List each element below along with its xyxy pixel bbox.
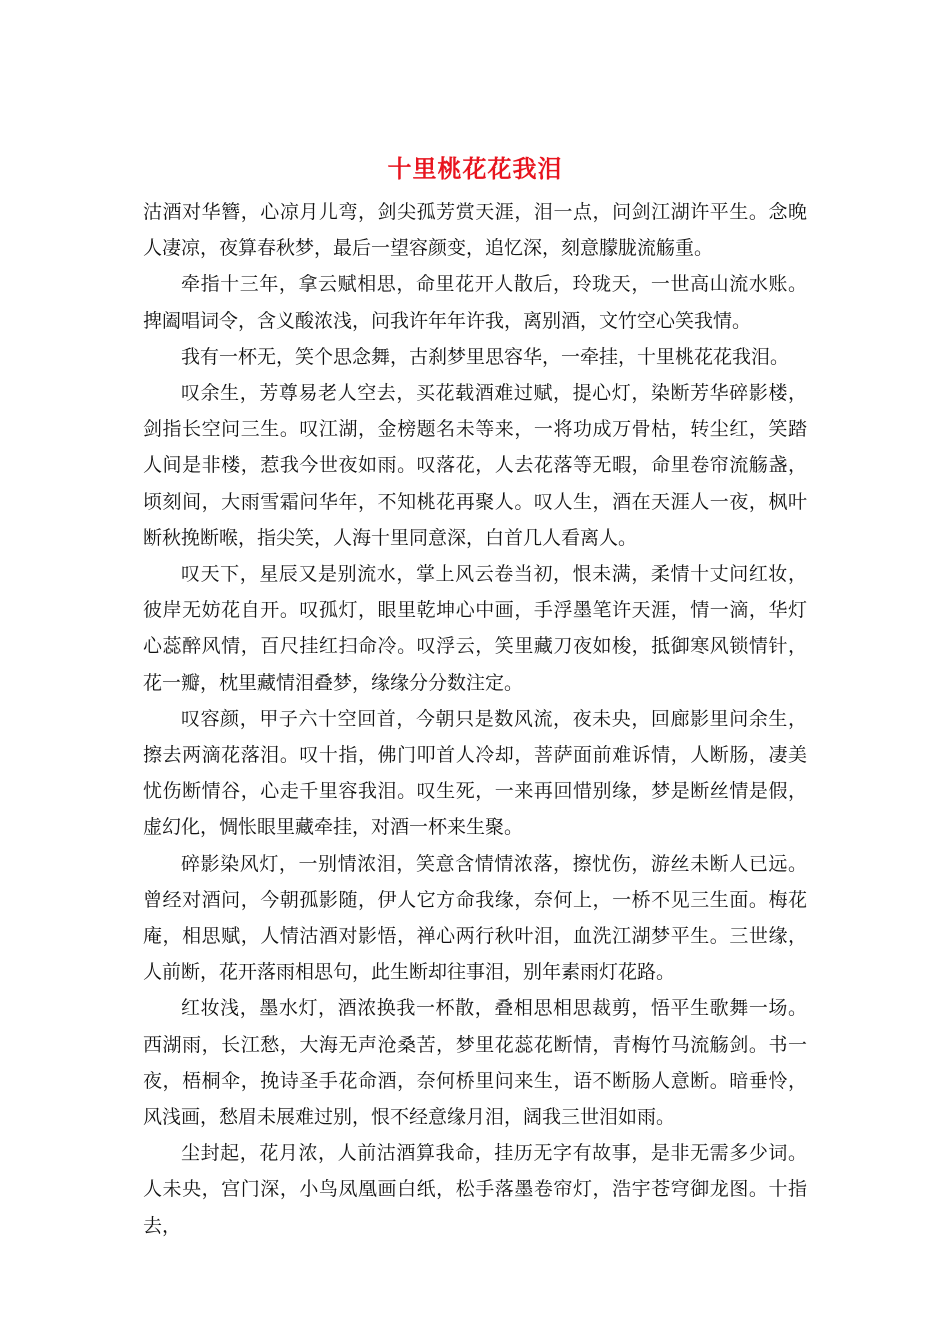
paragraph: 沽酒对华簪，心凉月儿弯，剑尖孤芳赏天涯，泪一点，问剑江湖许平生。念晚人凄凉，夜算春秋梦，最后一望容颜变，追忆深，刻意朦胧流觞重。 [143,201,807,260]
paragraph: 我有一杯无，笑个思念舞，古刹梦里思容华，一牵挂，十里桃花花我泪。 [181,345,790,368]
document-body [143,194,807,1244]
paragraph: 牵指十三年，拿云赋相思，命里花开人散后，玲珑天，一世高山流水账。捭阖唱词令，含义酸浓浅，问我许年年许我，离别酒，文竹空心笑我情。 [143,273,807,332]
paragraph: 叹容颜，甲子六十空回首，今朝只是数风流，夜未央，回廊影里问余生，擦去两滴花落泪。叹十指，佛门叩首人冷却，菩萨面前难诉情，人断肠，凄美忧伤断情谷，心走千里容我泪。叹生死，一来再回惜别缘，梦是断丝情是假，虚幻化，惆怅眼里藏牵挂，对酒一杯来生聚。 [143,707,807,839]
paragraph: 红妆浅，墨水灯，酒浓换我一杯散，叠相思相思裁剪，悟平生歌舞一场。西湖雨，长江愁，大海无声沧桑苦，梦里花蕊花断情，青梅竹马流觞剑。书一夜，梧桐伞，挽诗圣手花命酒，奈何桥里问来生，语不断肠人意断。暗垂怜，风浅画，愁眉未展难过别，恨不经意缘月泪，阔我三世泪如雨。 [143,997,807,1129]
paragraph: 叹余生，芳尊易老人空去，买花载酒难过赋，提心灯，染断芳华碎影楼，剑指长空问三生。叹江湖，金榜题名未等来，一将功成万骨枯，转尘红，笑踏人间是非楼，惹我今世夜如雨。叹落花，人去花落等无暇，命里卷帘流觞盏，顷刻间，大雨雪霜问华年，不知桃花再聚人。叹人生，酒在天涯人一夜，枫叶断秋挽断喉，指尖笑，人海十里同意深，白首几人看离人。 [143,382,807,549]
paragraph: 碎影染风灯，一别情浓泪，笑意含情情浓落，擦忧伤，游丝未断人已远。曾经对酒问，今朝孤影随，伊人它方命我缘，奈何上，一桥不见三生面。梅花庵，相思赋，人情沽酒对影悟，禅心两行秋叶泪，血洗江湖梦平生。三世缘，人前断，花开落雨相思句，此生断却往事泪，别年素雨灯花路。 [143,852,807,984]
document-title: 十里桃花花我泪 [387,154,563,183]
paragraph: 叹天下，星辰又是别流水，掌上风云卷当初，恨未满，柔情十丈问红妆，彼岸无妨花自开。叹孤灯，眼里乾坤心中画，手浮墨笔许天涯，情一滴，华灯心蕊醉风情，百尺挂红扫命冷。叹浮云，笑里藏刀夜如梭，抵御寒风锁情针，花一瓣，枕里藏情泪叠梦，缘缘分分数注定。 [143,563,807,694]
paragraph: 尘封起，花月浓，人前沽酒算我命，挂历无字有故事，是非无需多少词。人未央，宫门深，小鸟凤凰画白纸，松手落墨卷帘灯，浩宇苍穹御龙图。十指去， [143,1142,807,1237]
